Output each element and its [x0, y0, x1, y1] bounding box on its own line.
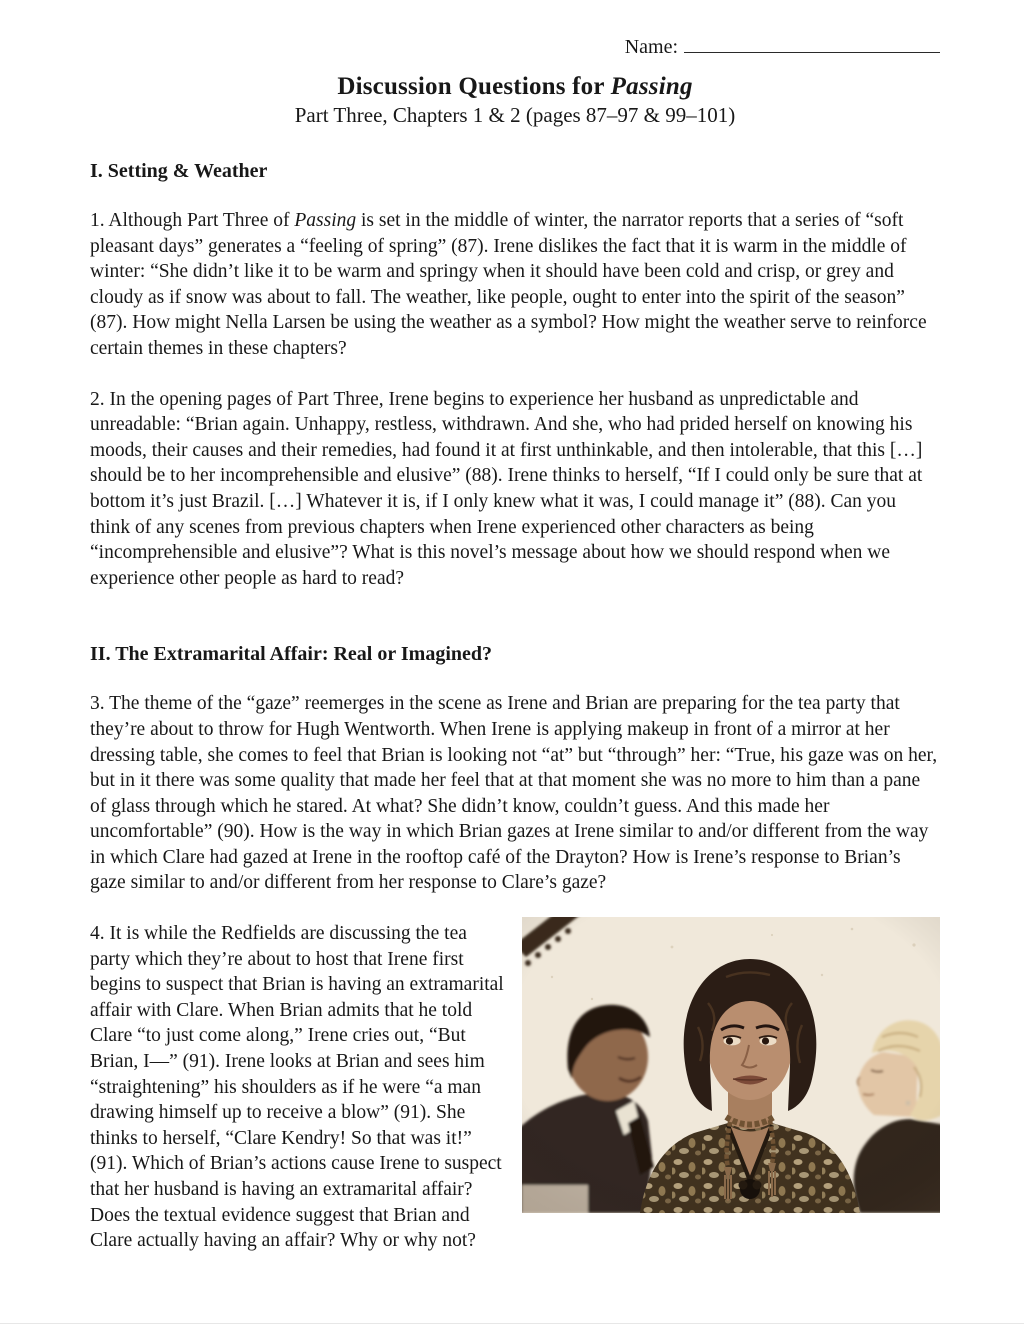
question-1-text: 1. Although Part Three of [90, 210, 295, 231]
page-subtitle: Part Three, Chapters 1 & 2 (pages 87–97 & 99–101) [294, 103, 736, 127]
title-book-name: Passing [610, 73, 693, 100]
section-heading-setting-weather: I. Setting & Weather [90, 160, 268, 182]
name-blank-line [684, 32, 940, 53]
section-heading-extramarital-affair: II. The Extramarital Affair: Real or Imagined? [90, 643, 493, 666]
question-3: 3. The theme of the “gaze” reemerges in the scene as Irene and Brian are preparing for the tea party that they’re about to throw for Hugh Wentworth. When Irene is applying makeup in front of a mirror at her dressing table, she comes to feel that Brian is looking not “at” but “through” her: “True, his gaze was on her, but in it there was some quality that made her feel that at that moment she was no more to him than a pane of glass through which he stared. At what? She didn’t know, couldn’t guess. And this made her uncomfortable” (90). How is the way in which Brian gazes at Irene similar to and/or different from the way in which Clare had gazed at Irene in the rooftop café of the Drayton? How is Irene’s response to Brian’s gaze similar to and/or different from her response to Clare’s gaze? [90, 693, 938, 894]
question-1-book-name: Passing [294, 210, 357, 231]
question-1 [90, 208, 940, 362]
name-label: Name: [624, 36, 678, 58]
name-row [90, 32, 940, 59]
title-text: Discussion Questions for [337, 73, 611, 100]
film-still-image [522, 917, 940, 1213]
page-title [90, 73, 940, 101]
question-1-text-continued: is set in the middle of winter, the narrator reports that a series of “soft pleasant days” generates a “feeling of spring” (87). Irene dislikes the fact that it is warm in the middle of winter: “She didn’t like it to be warm and springy when it should have been cold and crisp, or grey and cloudy as if snow was about to fall. The weather, like people, ought to enter into the spirit of the season” (87). How might Nella Larsen be using the weather as a symbol? How might the weather serve to reinforce certain themes in these chapters? [90, 210, 927, 359]
question-2: 2. In the opening pages of Part Three, Irene begins to experience her husband as unpredictable and unreadable: “Brian again. Unhappy, restless, withdrawn. And she, who had prided herself on knowing his moods, their causes and their remedies, had found it at first unthinkable, and then intolerable, that this […] should be to her incomprehensible and elusive” (88). Irene thinks to herself, “If I could only be sure that at bottom it’s just Brazil. […] Whatever it is, if I only knew what it was, I could manage it” (88). Can you think of any scenes from previous chapters when Irene experienced other characters as being “incomprehensible and elusive”? What is this novel’s message about how we should respond when we experience other people as hard to read? [90, 388, 923, 589]
question-4: 4. It is while the Redfields are discussing the tea party which they’re about to host that Irene first begins to suspect that Brian is having an extramarital affair with Clare. When Brian admits that he told Clare “to just come along,” Irene cries out, “But Brian, I—” (91). Irene looks at Brian and sees him “straightening” his shoulders as if he were “a man drawing himself up to receive a blow” (91). She thinks to herself, “Clare Kendry! So that was it!” (91). Which of Brian’s actions cause Irene to suspect that her husband is having an extramarital affair? Does the textual evidence suggest that Brian and Clare actually having an affair? Why or why not? [90, 923, 504, 1252]
question-4-block [90, 921, 940, 1254]
